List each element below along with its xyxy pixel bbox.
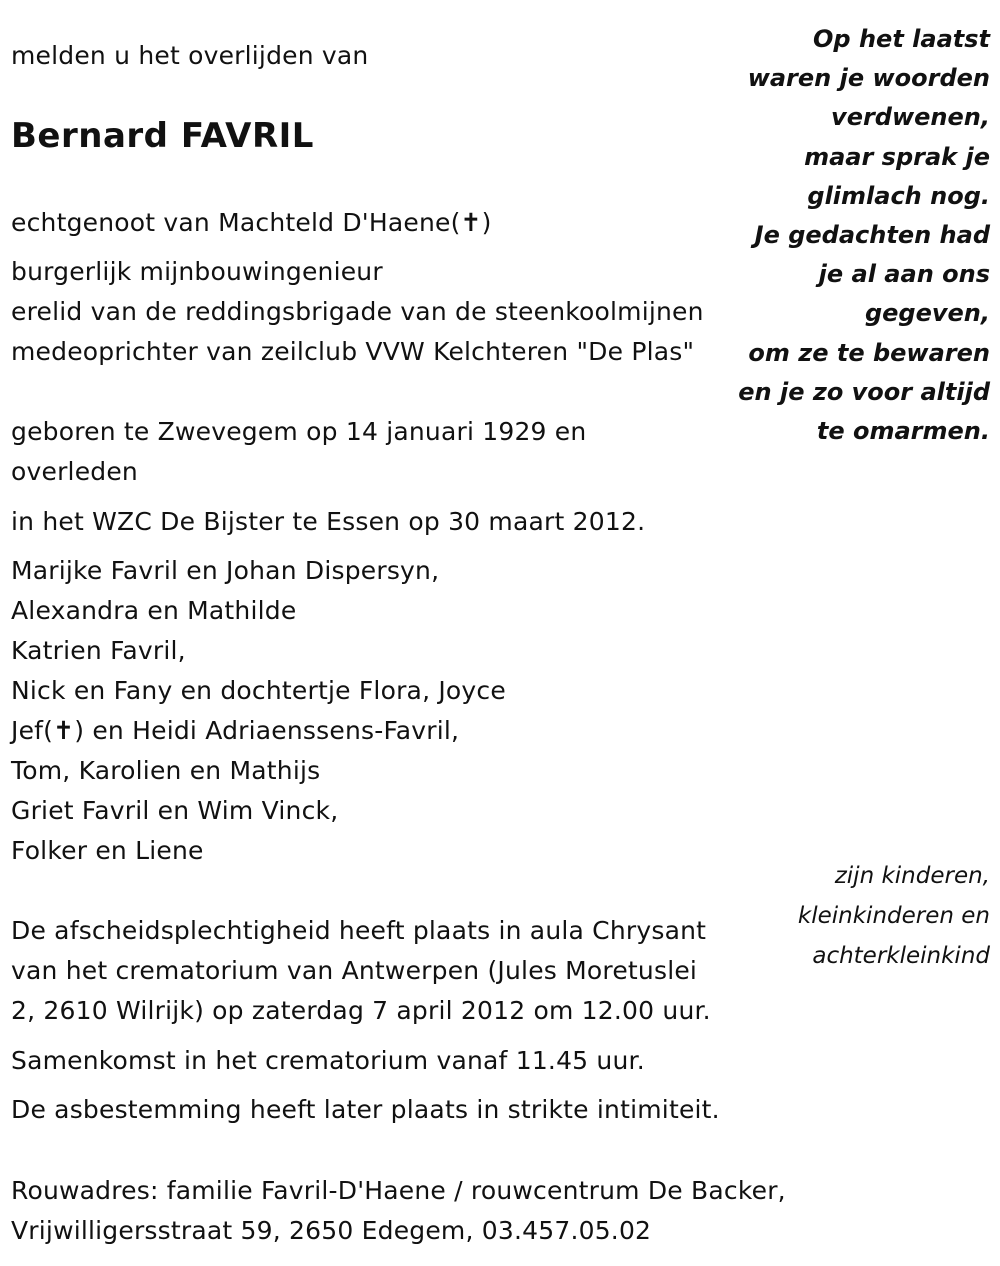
- title-line: erelid van de reddingsbrigade van de steenkoolmijnen: [11, 297, 704, 326]
- family-line: Folker en Liene: [11, 836, 204, 865]
- memorial-poem: [730, 20, 990, 451]
- family-line: Nick en Fany en dochtertje Flora, Joyce: [11, 676, 506, 705]
- signoff-line: achterkleinkind: [812, 943, 990, 969]
- spouse-line: echtgenoot van Machteld D'Haene(✝): [11, 208, 492, 237]
- poem-line: Op het laatst: [813, 25, 990, 53]
- death-place-line: in het WZC De Bijster te Essen op 30 maart 2012.: [11, 507, 646, 536]
- poem-line: waren je woorden: [747, 64, 990, 93]
- poem-line: verdwenen,: [831, 103, 990, 132]
- poem-line: je al aan ons: [818, 260, 990, 289]
- family-line: Katrien Favril,: [11, 636, 186, 665]
- title-line: burgerlijk mijnbouwingenieur: [11, 257, 383, 286]
- birth-line: overleden: [11, 457, 138, 486]
- ceremony-line: De afscheidsplechtigheid heeft plaats in aula Chrysant: [11, 916, 707, 945]
- poem-line: gegeven,: [864, 299, 990, 328]
- poem-line: Je gedachten had: [754, 221, 990, 250]
- ceremony-line: van het crematorium van Antwerpen (Jules Moretuslei: [11, 956, 698, 985]
- birth-line: geboren te Zwevegem op 14 januari 1929 en: [11, 417, 587, 446]
- poem-line: maar sprak je: [804, 142, 990, 171]
- poem-line: om ze te bewaren: [748, 338, 990, 367]
- intro-text: melden u het overlijden van: [11, 41, 369, 70]
- ceremony-line: 2, 2610 Wilrijk) op zaterdag 7 april 2012 om 12.00 uur.: [11, 996, 711, 1025]
- gathering-line: Samenkomst in het crematorium vanaf 11.45 uur.: [11, 1046, 645, 1075]
- poem-line: te omarmen.: [816, 417, 990, 446]
- family-line: Alexandra en Mathilde: [11, 596, 297, 625]
- poem-line: en je zo voor altijd: [738, 377, 990, 406]
- ashes-line: De asbestemming heeft later plaats in strikte intimiteit.: [11, 1095, 720, 1124]
- family-line: Marijke Favril en Johan Dispersyn,: [11, 556, 440, 585]
- signoff-line: kleinkinderen en: [797, 903, 990, 929]
- address-line: Vrijwilligersstraat 59, 2650 Edegem, 03.457.05.02: [11, 1216, 652, 1245]
- deceased-name: Bernard FAVRIL: [11, 116, 314, 156]
- address-line: Rouwadres: familie Favril-D'Haene / rouwcentrum De Backer,: [11, 1176, 786, 1205]
- family-line: Tom, Karolien en Mathijs: [11, 756, 321, 785]
- family-line: Griet Favril en Wim Vinck,: [11, 796, 339, 825]
- family-signoff: [750, 856, 990, 976]
- title-line: medeoprichter van zeilclub VVW Kelchteren "De Plas": [11, 337, 695, 366]
- family-line: Jef(✝) en Heidi Adriaenssens-Favril,: [11, 716, 460, 745]
- poem-line: glimlach nog.: [807, 181, 990, 210]
- signoff-line: zijn kinderen,: [834, 863, 990, 889]
